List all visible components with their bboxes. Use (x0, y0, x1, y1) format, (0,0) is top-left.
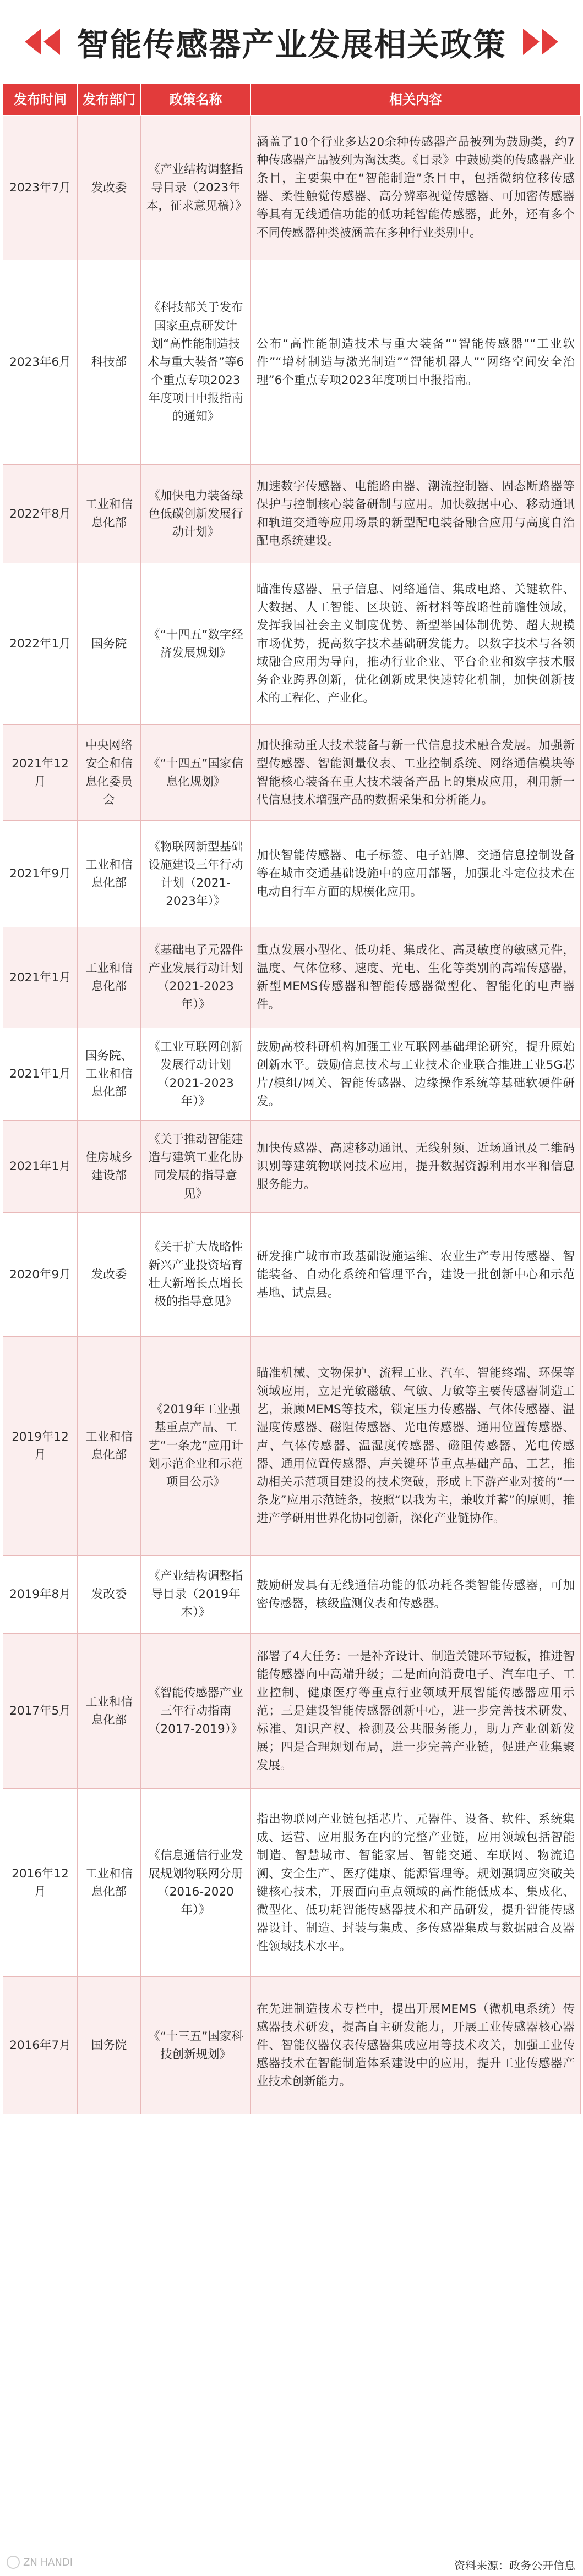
cell-policy-name: 《“十三五”国家科技创新规划》 (141, 1977, 251, 2114)
table-row (3, 1789, 581, 1977)
table-row (3, 725, 581, 821)
cell-time: 2020年9月 (3, 1213, 78, 1337)
cell-time: 2021年12月 (3, 725, 78, 821)
cell-content: 瞄准机械、文物保护、流程工业、汽车、智能终端、环保等领域应用，立足光敏磁敏、气敏、力敏等主要传感器制造工艺，兼顾MEMS等技术，锁定压力传感器、气体传感器、温湿度传感器、磁阻传感器、光电传感器、通用位置传感器、声、气体传感器、温湿度传感器、磁阻传感器、光电传感器、通用位置传感器、声关键环节重点基础产品、工艺，推动相关示范项目建设的技术突破，形成上下游产业对接的“一条龙”应用示范链条，按照“以我为主，兼收并蓄”的原则，推进产学研用世界化协同创新，深化产业链协作。 (251, 1337, 581, 1556)
cell-time: 2019年12月 (3, 1337, 78, 1556)
cell-content: 在先进制造技术专栏中，提出开展MEMS（微机电系统）传感器技术研发，提高自主研发能力，开展工业传感器核心器件、智能仪器仪表传感器集成应用等技术攻关，加强工业传感器技术在智能制造体系建设中的应用，提升工业传感器产业技术创新能力。 (251, 1977, 581, 2114)
cell-time: 2021年1月 (3, 927, 78, 1028)
cell-time: 2019年8月 (3, 1556, 78, 1634)
table-row (3, 1634, 581, 1789)
page-title-bar (0, 0, 583, 84)
header-time: 发布时间 (3, 84, 78, 116)
logo-icon (7, 2556, 20, 2569)
cell-dept: 工业和信息化部 (78, 465, 141, 563)
cell-content: 加快推动重大技术装备与新一代信息技术融合发展。加强新型传感器、智能测量仪表、工业控制系统、网络通信模块等智能核心装备在重大技术装备产品上的集成应用，利用新一代信息技术增强产品的数据采集和分析能力。 (251, 725, 581, 821)
footer (0, 2552, 583, 2576)
cell-dept: 发改委 (78, 116, 141, 260)
table-row (3, 1977, 581, 2114)
cell-content: 指出物联网产业链包括芯片、元器件、设备、软件、系统集成、运营、应用服务在内的完整产业链，应用领域包括智能制造、智慧城市、智能家居、智能交通、车联网、物流追溯、安全生产、医疗健康、能源管理等。规划强调应突破关键核心技术，开展面向重点领域的高性能低成本、集成化、微型化、低功耗智能传感器技术和产品研发，提升智能传感器设计、制造、封装与集成、多传感器集成与数据融合及器性领域技术水平。 (251, 1789, 581, 1977)
cell-time: 2021年1月 (3, 1028, 78, 1121)
header-content: 相关内容 (251, 84, 581, 116)
table-header-row (3, 84, 581, 116)
cell-time: 2017年5月 (3, 1634, 78, 1789)
cell-dept: 国务院 (78, 1977, 141, 2114)
cell-policy-name: 《关于推动智能建造与建筑工业化协同发展的指导意见》 (141, 1121, 251, 1213)
cell-policy-name: 《关于扩大战略性新兴产业投资培育壮大新增长点增长极的指导意见》 (141, 1213, 251, 1337)
cell-policy-name: 《产业结构调整指导目录（2023年本，征求意见稿）》 (141, 116, 251, 260)
cell-content: 瞄准传感器、量子信息、网络通信、集成电路、关键软件、大数据、人工智能、区块链、新材料等战略性前瞻性领域，发挥我国社会主义制度优势、新型举国体制优势、超大规模市场优势，提高数字技术基础研发能力。以数字技术与各领域融合应用为导向，推动行业企业、平台企业和数字技术服务企业跨界创新，优化创新成果快速转化机制，加快创新技术的工程化、产业化。 (251, 563, 581, 725)
cell-dept: 工业和信息化部 (78, 927, 141, 1028)
table-row (3, 1121, 581, 1213)
cell-content: 部署了4大任务：一是补齐设计、制造关键环节短板，推进智能传感器向中高端升级；二是面向消费电子、汽车电子、工业控制、健康医疗等重点行业领域开展智能传感器应用示范；三是建设智能传感器创新中心，进一步完善技术研发、标准、知识产权、检测及公共服务能力，助力产业创新发展；四是合理规划布局，进一步完善产业链，促进产业集聚发展。 (251, 1634, 581, 1789)
cell-content: 加快智能传感器、电子标签、电子站牌、交通信息控制设备等在城市交通基础设施中的应用部署，加强北斗定位技术在电动自行车方面的规模化应用。 (251, 821, 581, 927)
right-chevron-icon (523, 29, 558, 55)
cell-time: 2016年12月 (3, 1789, 78, 1977)
cell-time: 2022年8月 (3, 465, 78, 563)
cell-time: 2023年6月 (3, 260, 78, 465)
header-policy-name: 政策名称 (141, 84, 251, 116)
cell-content: 涵盖了10个行业多达20余种传感器产品被列为鼓励类，约7种传感器产品被列为淘汰类。《目录》中鼓励类的传感器产业条目，主要集中在“智能制造”条目中，包括微纳位移传感器、柔性触觉传感器、高分辨率视觉传感器、可加密传感器等具有无线通信功能的低功耗智能传感器，此外，还有多个不同传感器种类被涵盖在多种行业类别中。 (251, 116, 581, 260)
table-row (3, 1213, 581, 1337)
cell-policy-name: 《2019年工业强基重点产品、工艺“一条龙”应用计划示范企业和示范项目公示》 (141, 1337, 251, 1556)
page-title: 智能传感器产业发展相关政策 (77, 26, 506, 63)
cell-policy-name: 《工业互联网创新发展行动计划（2021-2023年）》 (141, 1028, 251, 1121)
cell-content: 鼓励高校科研机构加强工业互联网基础理论研究，提升原始创新水平。鼓励信息技术与工业技术企业联合推进工业5G芯片/模组/网关、智能传感器、边缘操作系统等基础软硬件研发。 (251, 1028, 581, 1121)
cell-time: 2022年1月 (3, 563, 78, 725)
cell-content: 重点发展小型化、低功耗、集成化、高灵敏度的敏感元件，温度、气体位移、速度、光电、生化等类别的高端传感器，新型MEMS传感器和智能传感器微型化、智能化的电声器件。 (251, 927, 581, 1028)
cell-dept: 工业和信息化部 (78, 1789, 141, 1977)
table-row (3, 116, 581, 260)
source-note: 资料来源：政务公开信息 (454, 2559, 575, 2572)
cell-time: 2016年7月 (3, 1977, 78, 2114)
cell-policy-name: 《科技部关于发布国家重点研发计划“高性能制造技术与重大装备”等6个重点专项2023年度项目申报指南的通知》 (141, 260, 251, 465)
table-row (3, 1028, 581, 1121)
cell-time: 2021年9月 (3, 821, 78, 927)
cell-policy-name: 《物联网新型基础设施建设三年行动计划（2021-2023年）》 (141, 821, 251, 927)
watermark-logo (7, 2556, 73, 2569)
cell-dept: 国务院、工业和信息化部 (78, 1028, 141, 1121)
table-row (3, 927, 581, 1028)
table-row (3, 1556, 581, 1634)
header-dept: 发布部门 (78, 84, 141, 116)
cell-dept: 科技部 (78, 260, 141, 465)
cell-dept: 中央网络安全和信息化委员会 (78, 725, 141, 821)
cell-content: 研发推广城市市政基础设施运维、农业生产专用传感器、智能装备、自动化系统和管理平台，建设一批创新中心和示范基地、试点县。 (251, 1213, 581, 1337)
cell-policy-name: 《信息通信行业发展规划物联网分册（2016-2020年）》 (141, 1789, 251, 1977)
table-row (3, 821, 581, 927)
cell-content: 公布“高性能制造技术与重大装备”“智能传感器”“工业软件”“增材制造与激光制造”“智能机器人”“网络空间安全治理”6个重点专项2023年度项目申报指南。 (251, 260, 581, 465)
cell-dept: 工业和信息化部 (78, 1337, 141, 1556)
cell-policy-name: 《智能传感器产业三年行动指南（2017-2019）》 (141, 1634, 251, 1789)
cell-dept: 工业和信息化部 (78, 1634, 141, 1789)
cell-content: 加快传感器、高速移动通讯、无线射频、近场通讯及二维码识别等建筑物联网技术应用，提升数据资源利用水平和信息服务能力。 (251, 1121, 581, 1213)
cell-policy-name: 《基础电子元器件产业发展行动计划（2021-2023年）》 (141, 927, 251, 1028)
logo-text: ZN HANDI (23, 2556, 73, 2568)
cell-dept: 发改委 (78, 1556, 141, 1634)
cell-policy-name: 《“十四五”国家信息化规划》 (141, 725, 251, 821)
cell-dept: 国务院 (78, 563, 141, 725)
cell-content: 鼓励研发具有无线通信功能的低功耗各类智能传感器，可加密传感器，核级监测仪表和传感器。 (251, 1556, 581, 1634)
cell-time: 2023年7月 (3, 116, 78, 260)
cell-policy-name: 《“十四五”数字经济发展规划》 (141, 563, 251, 725)
cell-policy-name: 《加快电力装备绿色低碳创新发展行动计划》 (141, 465, 251, 563)
table-row (3, 465, 581, 563)
table-row (3, 563, 581, 725)
cell-dept: 工业和信息化部 (78, 821, 141, 927)
cell-dept: 住房城乡建设部 (78, 1121, 141, 1213)
cell-dept: 发改委 (78, 1213, 141, 1337)
policy-table (3, 84, 581, 2114)
cell-time: 2021年1月 (3, 1121, 78, 1213)
cell-policy-name: 《产业结构调整指导目录（2019年本）》 (141, 1556, 251, 1634)
cell-content: 加速数字传感器、电能路由器、潮流控制器、固态断路器等保护与控制核心装备研制与应用。加快数据中心、移动通讯和轨道交通等应用场景的新型配电装备融合应用与高度自治配电系统建设。 (251, 465, 581, 563)
left-chevron-icon (25, 29, 60, 55)
table-row (3, 260, 581, 465)
table-row (3, 1337, 581, 1556)
